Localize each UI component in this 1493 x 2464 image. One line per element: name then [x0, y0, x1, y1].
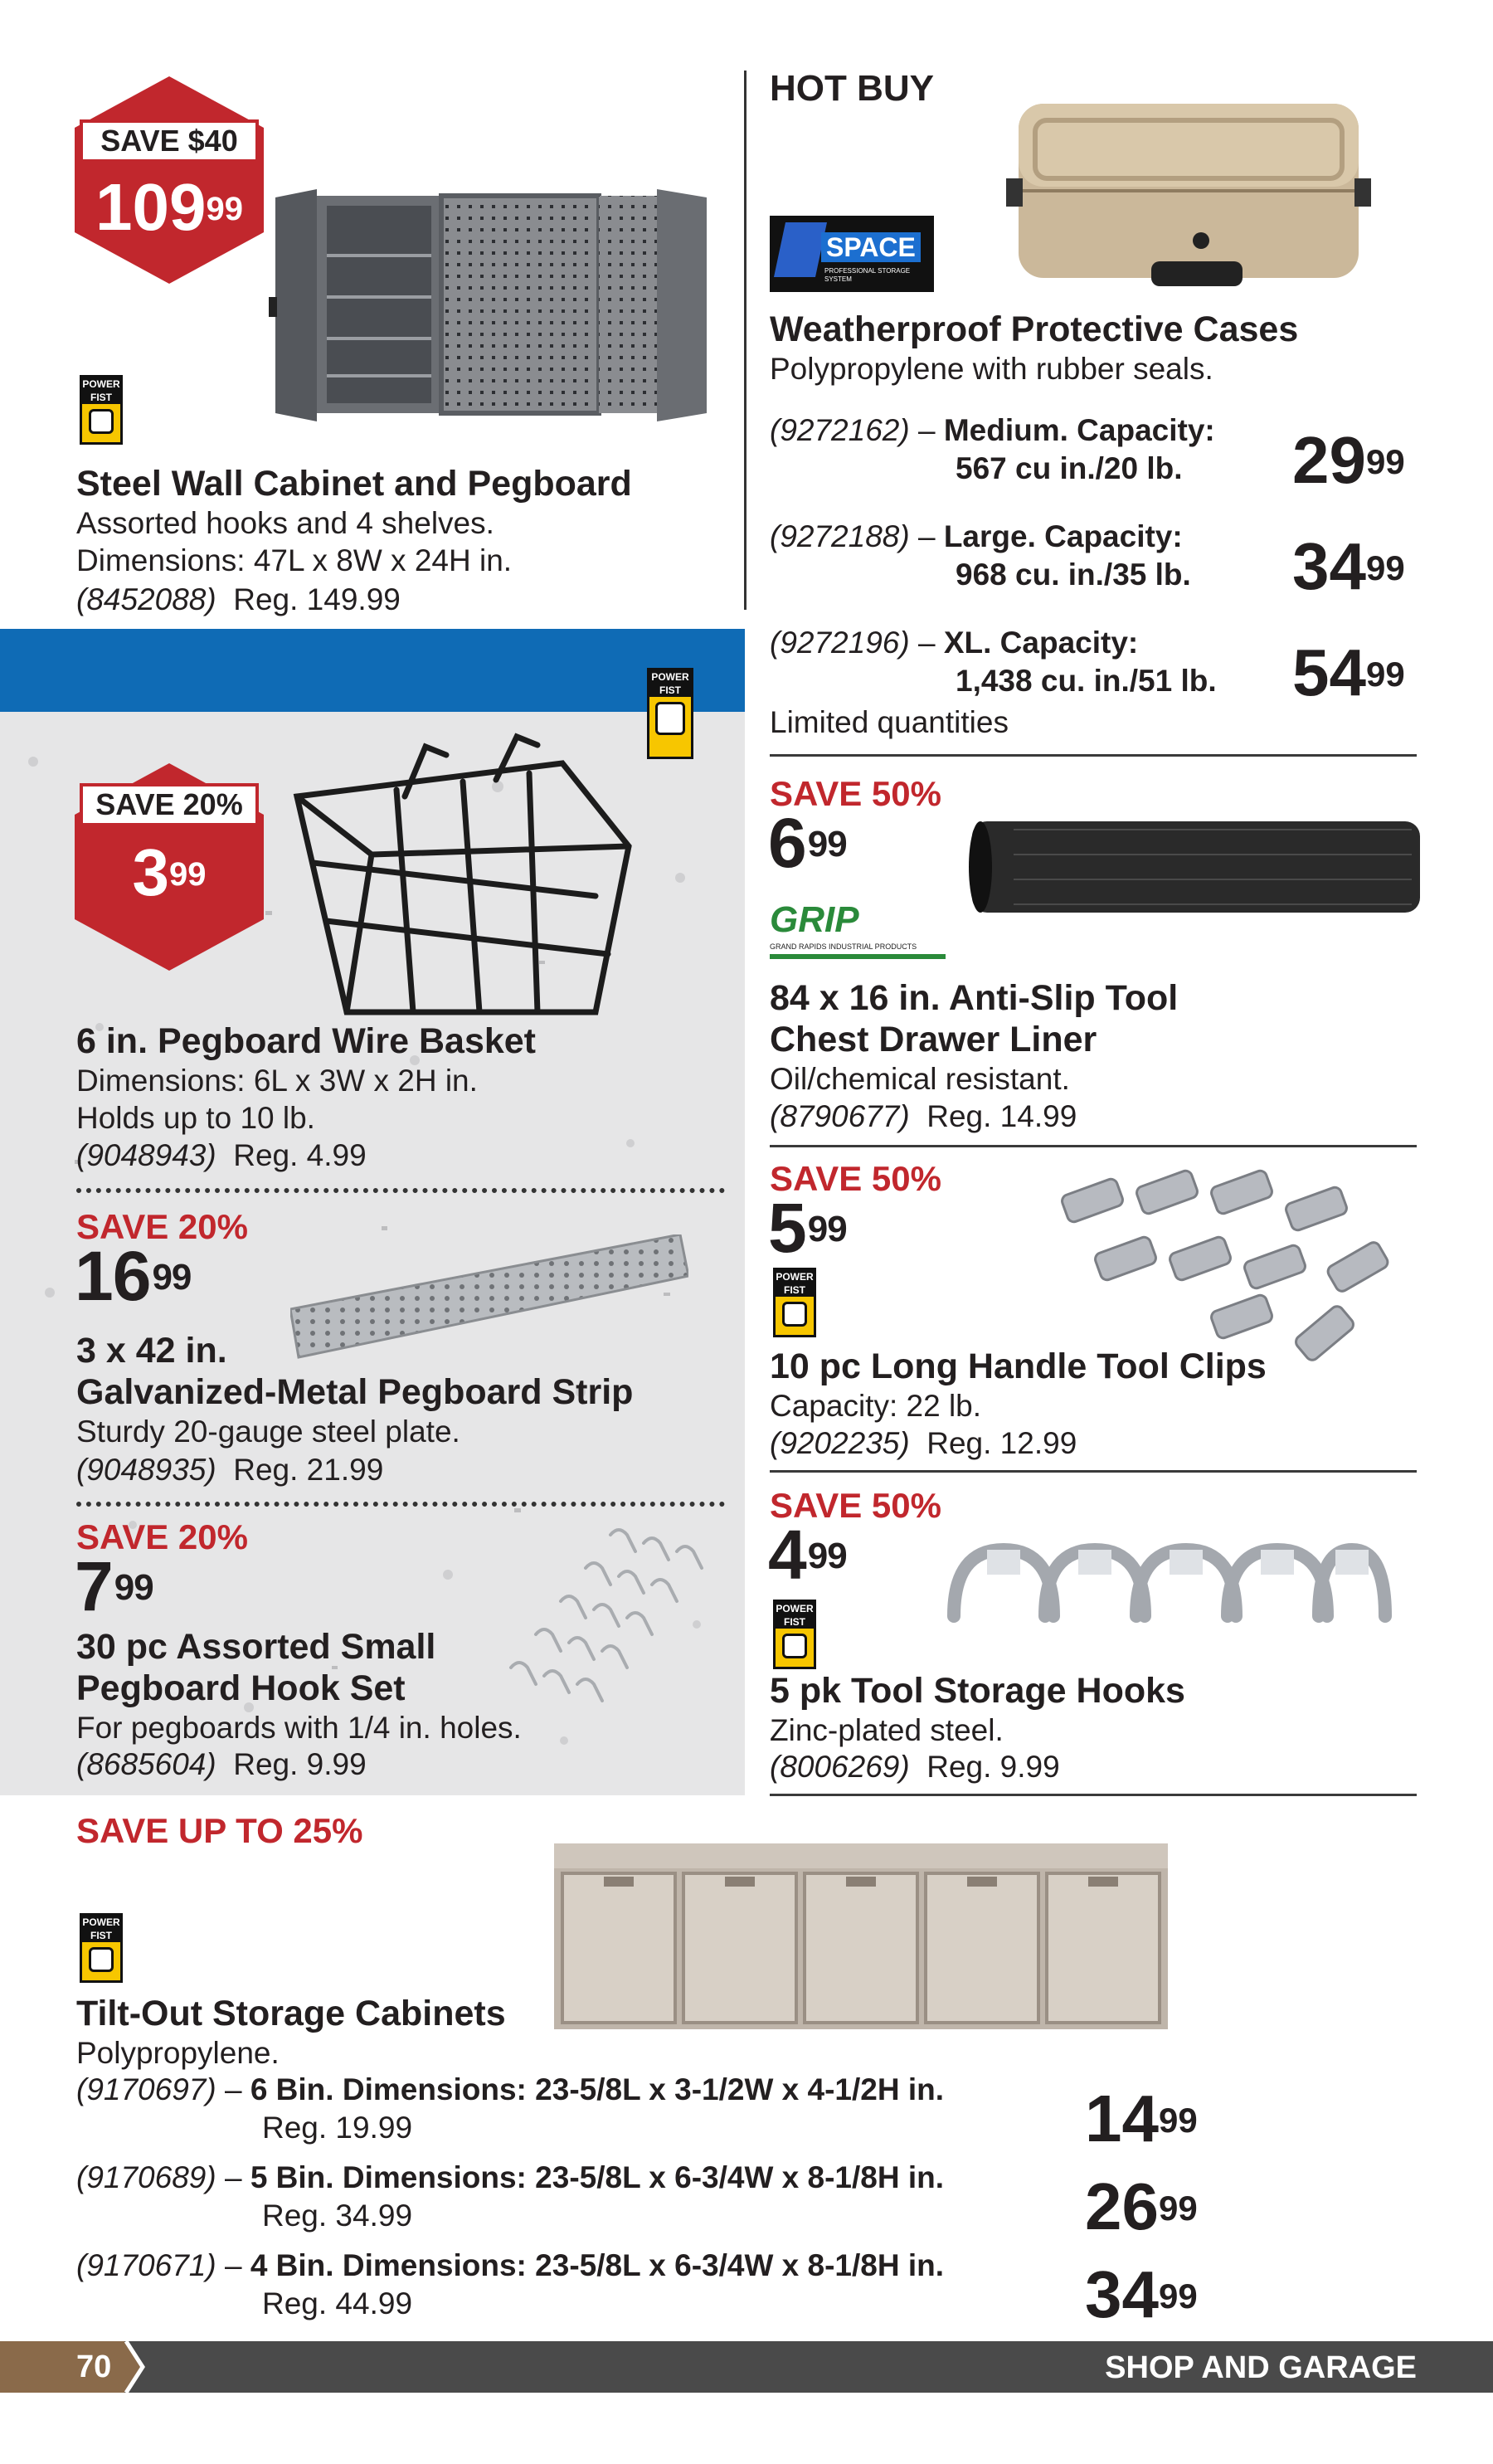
- case-option-2: [770, 518, 1284, 594]
- power-fist-text: POWER: [776, 1271, 814, 1283]
- clips-desc: Capacity: 22 lb.: [770, 1389, 982, 1423]
- dash-separator: –: [224, 2072, 242, 2106]
- cabinet-sku-line: [76, 581, 401, 618]
- price-main: 29: [1292, 423, 1366, 497]
- tiltout-sku: (9170671): [76, 2248, 216, 2282]
- dotted-divider: [76, 1502, 725, 1507]
- liner-reg: Reg. 14.99: [926, 1099, 1077, 1133]
- steel-cabinet-image: [267, 189, 722, 421]
- cabinet-price-cents: 99: [206, 191, 243, 227]
- tiltout-price-1: [1085, 2082, 1198, 2155]
- case-sku: (9272162): [770, 413, 910, 447]
- hookset-desc: For pegboards with 1/4 in. holes.: [76, 1711, 522, 1745]
- hookset-price: [75, 1547, 153, 1625]
- tool-clips-image: [1047, 1161, 1453, 1369]
- case-option-1: [770, 411, 1284, 488]
- power-fist-logo: [647, 668, 693, 759]
- price-cents: 99: [152, 1257, 192, 1298]
- power-fist-text: FIST: [649, 684, 691, 697]
- grip-underline: [770, 954, 946, 959]
- clips-reg: Reg. 12.99: [926, 1426, 1077, 1460]
- power-fist-logo: [80, 375, 123, 445]
- xspace-logo: [770, 216, 934, 292]
- case-label: Medium. Capacity:: [943, 413, 1215, 447]
- cabinet-title: Steel Wall Cabinet and Pegboard: [76, 464, 632, 504]
- basket-reg: Reg. 4.99: [233, 1138, 367, 1172]
- cabinet-desc2: Dimensions: 47L x 8W x 24H in.: [76, 543, 513, 577]
- tiltout-reg: Reg. 44.99: [262, 2286, 413, 2320]
- hooks-sku-line: [770, 1748, 1060, 1785]
- fist-icon: [655, 702, 685, 735]
- fist-icon: [89, 1947, 114, 1972]
- tiltout-option-3: [76, 2247, 1072, 2323]
- liner-sku: (8790677): [770, 1099, 910, 1133]
- price-main: 34: [1085, 2257, 1159, 2331]
- case-label: XL. Capacity:: [943, 626, 1139, 660]
- clips-price: [768, 1189, 847, 1267]
- power-fist-text: FIST: [82, 1929, 120, 1942]
- strip-desc: Sturdy 20-gauge steel plate.: [76, 1415, 460, 1449]
- price-cents: 99: [1365, 442, 1405, 481]
- power-fist-logo: [773, 1268, 816, 1337]
- case-sku: (9272188): [770, 519, 910, 553]
- tiltout-sku: (9170697): [76, 2072, 216, 2106]
- power-fist-text: POWER: [649, 670, 691, 684]
- cabinet-price-main: 109: [95, 170, 207, 244]
- tiltout-desc: Polypropylene.: [76, 2036, 280, 2070]
- tilt-out-cabinet-image: [554, 1843, 1168, 2029]
- cases-desc: Polypropylene with rubber seals.: [770, 352, 1213, 386]
- grip-subtext: GRAND RAPIDS INDUSTRIAL PRODUCTS: [770, 942, 917, 951]
- dash-separator: –: [917, 519, 936, 553]
- drawer-liner-image: [964, 813, 1428, 921]
- price-main: 5: [768, 1189, 806, 1267]
- blue-band: [0, 629, 745, 712]
- power-fist-text: FIST: [776, 1283, 814, 1297]
- grip-logo: [770, 901, 952, 967]
- case-option-3: [770, 624, 1284, 700]
- tiltout-price-2: [1085, 2169, 1198, 2243]
- strip-save: SAVE 20%: [76, 1207, 248, 1246]
- hookset-sku-line: [76, 1746, 367, 1783]
- fist-icon: [782, 1634, 807, 1658]
- strip-reg: Reg. 21.99: [233, 1453, 384, 1487]
- hooks-desc: Zinc-plated steel.: [770, 1713, 1004, 1747]
- clips-title: 10 pc Long Handle Tool Clips: [770, 1346, 1267, 1386]
- hookset-title1: 30 pc Assorted Small: [76, 1627, 436, 1667]
- tiltout-option-2: [76, 2159, 1072, 2235]
- cabinet-reg: Reg. 149.99: [233, 582, 401, 616]
- footer-section-title: SHOP AND GARAGE: [1105, 2350, 1417, 2385]
- dash-separator: –: [224, 2160, 242, 2194]
- basket-desc2: Holds up to 10 lb.: [76, 1101, 315, 1135]
- price-main: 7: [75, 1547, 113, 1625]
- divider: [770, 754, 1417, 757]
- page-number-tab: [0, 2341, 149, 2393]
- tiltout-price-3: [1085, 2257, 1198, 2331]
- hooks-reg: Reg. 9.99: [926, 1750, 1060, 1784]
- liner-desc: Oil/chemical resistant.: [770, 1062, 1070, 1096]
- tiltout-title: Tilt-Out Storage Cabinets: [76, 1994, 506, 2033]
- power-fist-logo: [773, 1600, 816, 1669]
- basket-save-label: SAVE 20%: [80, 783, 259, 826]
- hooks-price: [768, 1516, 847, 1594]
- price-cents: 99: [807, 824, 847, 864]
- clips-sku-line: [770, 1424, 1077, 1462]
- price-cents: 99: [1365, 655, 1405, 694]
- tiltout-label: 4 Bin. Dimensions: 23-5/8L x 6-3/4W x 8-1/8H in.: [250, 2248, 945, 2282]
- cabinet-desc1: Assorted hooks and 4 shelves.: [76, 506, 494, 540]
- strip-title2: Galvanized-Metal Pegboard Strip: [76, 1372, 634, 1412]
- page-number: 70: [76, 2350, 112, 2384]
- strip-title1: 3 x 42 in.: [76, 1331, 227, 1371]
- case-label2: 968 cu. in./35 lb.: [956, 558, 1191, 592]
- strip-sku: (9048935): [76, 1453, 216, 1487]
- cases-title: Weatherproof Protective Cases: [770, 309, 1299, 349]
- grip-text: GRIP: [770, 899, 859, 940]
- basket-price-badge: [75, 763, 264, 971]
- price-main: 14: [1085, 2082, 1159, 2155]
- divider: [770, 1145, 1417, 1147]
- basket-price-main: 3: [132, 835, 169, 909]
- dash-separator: –: [917, 413, 936, 447]
- hooks-sku: (8006269): [770, 1750, 910, 1784]
- dash-separator: –: [224, 2248, 242, 2282]
- price-main: 4: [768, 1516, 806, 1594]
- xspace-text: SPACE: [821, 232, 921, 262]
- fist-icon: [782, 1302, 807, 1327]
- case-label2: 1,438 cu. in./51 lb.: [956, 664, 1217, 698]
- price-cents: 99: [1365, 548, 1405, 587]
- cabinet-sku: (8452088): [76, 582, 216, 616]
- price-cents: 99: [1158, 2277, 1198, 2315]
- power-fist-text: POWER: [82, 378, 120, 390]
- price-cents: 99: [114, 1567, 153, 1608]
- liner-save: SAVE 50%: [770, 774, 941, 813]
- cabinet-price-badge: [75, 76, 264, 284]
- pegboard-strip-image: [290, 1234, 688, 1359]
- tiltout-reg: Reg. 19.99: [262, 2111, 413, 2145]
- liner-title1: 84 x 16 in. Anti-Slip Tool: [770, 978, 1179, 1018]
- dotted-divider: [76, 1188, 725, 1193]
- price-main: 6: [768, 804, 806, 882]
- price-main: 16: [75, 1237, 151, 1315]
- tiltout-save: SAVE UP TO 25%: [76, 1811, 363, 1850]
- price-cents: 99: [807, 1209, 847, 1249]
- case-price-3: [1292, 635, 1405, 709]
- strip-sku-line: [76, 1451, 383, 1488]
- fist-icon: [89, 409, 114, 434]
- basket-title: 6 in. Pegboard Wire Basket: [76, 1021, 537, 1061]
- hookset-sku: (8685604): [76, 1747, 216, 1781]
- case-sku: (9272196): [770, 626, 910, 660]
- price-cents: 99: [1158, 2189, 1198, 2228]
- price-cents: 99: [807, 1536, 847, 1576]
- tiltout-label: 5 Bin. Dimensions: 23-5/8L x 6-3/4W x 8-1/8H in.: [250, 2160, 945, 2194]
- column-divider: [744, 71, 746, 610]
- hookset-title2: Pegboard Hook Set: [76, 1668, 406, 1708]
- case-price-1: [1292, 423, 1405, 497]
- price-main: 34: [1292, 529, 1366, 603]
- power-fist-text: FIST: [82, 391, 120, 404]
- clips-save: SAVE 50%: [770, 1159, 941, 1198]
- pegboard-hooks-image: [486, 1518, 718, 1726]
- tiltout-sku: (9170689): [76, 2160, 216, 2194]
- storage-hooks-image: [937, 1525, 1402, 1674]
- liner-sku-line: [770, 1098, 1077, 1135]
- liner-title2: Chest Drawer Liner: [770, 1020, 1097, 1059]
- tiltout-label: 6 Bin. Dimensions: 23-5/8L x 3-1/2W x 4-1/2H in.: [250, 2072, 945, 2106]
- case-label: Large. Capacity:: [943, 519, 1183, 553]
- xspace-subtext: PROFESSIONAL STORAGE SYSTEM: [824, 267, 911, 283]
- tiltout-reg: Reg. 34.99: [262, 2199, 413, 2233]
- hookset-save: SAVE 20%: [76, 1517, 248, 1556]
- price-cents: 99: [1158, 2101, 1198, 2140]
- case-price-2: [1292, 529, 1405, 603]
- power-fist-text: POWER: [776, 1603, 814, 1614]
- strip-price: [75, 1237, 192, 1315]
- price-main: 54: [1292, 635, 1366, 709]
- cabinet-save-label: SAVE $40: [80, 119, 259, 163]
- price-main: 26: [1085, 2169, 1159, 2243]
- liner-price: [768, 804, 847, 882]
- cabinet-price: [75, 170, 264, 244]
- hookset-reg: Reg. 9.99: [233, 1747, 367, 1781]
- power-fist-text: POWER: [82, 1916, 120, 1928]
- basket-price: [75, 835, 264, 909]
- clips-sku: (9202235): [770, 1426, 910, 1460]
- cases-note: Limited quantities: [770, 705, 1009, 739]
- basket-sku-line: [76, 1137, 367, 1174]
- basket-sku: (9048943): [76, 1138, 216, 1172]
- hot-buy-tag: HOT BUY: [770, 68, 934, 109]
- x-mark-icon: [774, 222, 827, 277]
- divider: [770, 1470, 1417, 1473]
- basket-desc1: Dimensions: 6L x 3W x 2H in.: [76, 1064, 478, 1098]
- divider: [770, 1794, 1417, 1796]
- protective-case-image: [1002, 87, 1375, 295]
- dash-separator: –: [917, 626, 936, 660]
- power-fist-logo: [80, 1913, 123, 1983]
- hooks-save: SAVE 50%: [770, 1486, 941, 1525]
- tiltout-option-1: [76, 2071, 1072, 2147]
- wire-basket-image: [280, 730, 645, 1029]
- power-fist-text: FIST: [776, 1615, 814, 1629]
- case-label2: 567 cu in./20 lb.: [956, 451, 1183, 485]
- hooks-title: 5 pk Tool Storage Hooks: [770, 1671, 1185, 1711]
- basket-price-cents: 99: [169, 856, 207, 893]
